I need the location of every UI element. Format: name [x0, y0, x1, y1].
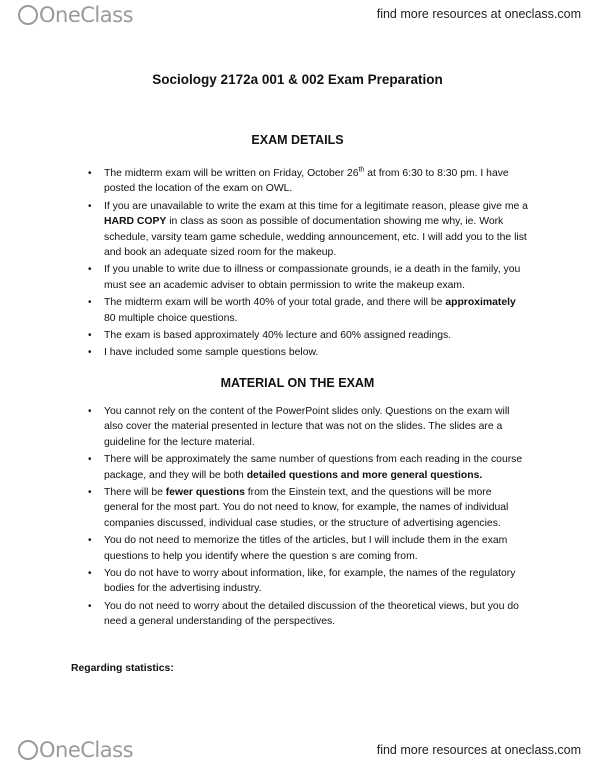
exam-details-list — [88, 166, 528, 363]
list-item — [88, 262, 528, 293]
item-text: You do not need to worry about the detailed discussion of the theoretical views, but you do need a general understanding of the perspectives. — [104, 600, 519, 628]
emphasis-text: detailed questions and more general questions. — [246, 469, 483, 481]
list-item — [88, 295, 528, 326]
list-item — [88, 328, 528, 343]
list-item — [88, 345, 528, 360]
item-text: If you are unavailable to write the exam at this time for a legitimate reason, please give me a — [104, 200, 528, 212]
list-item — [88, 485, 528, 531]
list-item — [88, 166, 528, 197]
list-item — [88, 199, 528, 261]
emphasis-text: HARD COPY — [104, 216, 167, 228]
item-text: There will be approximately the same number of questions from each reading in the course package, and they will be both — [104, 454, 523, 481]
find-resources-link-bottom[interactable]: find more resources at oneclass.com — [376, 743, 581, 757]
item-text: I have included some sample questions below. — [104, 347, 319, 359]
emphasis-text: fewer questions — [165, 487, 245, 499]
exam-details-heading: EXAM DETAILS — [251, 133, 344, 147]
item-text: You do not need to memorize the titles of the articles, but I will include them in the exam questions to help you identify where the question s are coming from. — [104, 535, 508, 562]
item-text: You cannot rely on the content of the PowerPoint slides only. Questions on the exam will also cover the material presented in lecture that was not on the slides. The slides are a guideline for the lecture material. — [104, 406, 510, 448]
item-text: at from 6:30 to 8:30 pm. I have posted the location of the exam on OWL. — [104, 168, 509, 195]
logo-text: OneClass — [39, 738, 134, 762]
list-item — [88, 452, 528, 483]
material-heading: MATERIAL ON THE EXAM — [220, 376, 375, 390]
item-text: The midterm exam will be written on Friday, October 26 — [104, 168, 359, 179]
oneclass-logo-top — [18, 4, 133, 26]
oneclass-ring-icon — [18, 740, 38, 760]
item-text: The exam is based approximately 40% lecture and 60% assigned readings. — [104, 330, 452, 342]
item-text: If you unable to write due to illness or compassionate grounds, ie a death in the family, you must see an academic adviser to obtain permission to write the makeup exam. — [104, 264, 521, 291]
material-list — [88, 404, 528, 632]
find-resources-link-top[interactable]: find more resources at oneclass.com — [376, 7, 581, 21]
list-item — [88, 404, 528, 450]
regarding-statistics-label: Regarding statistics: — [71, 663, 174, 674]
item-text: There will be — [104, 487, 166, 499]
item-text: in class as soon as possible of documentation showing me why, ie. Work schedule, varsity team game schedule, wedding announcement, etc. I will add you to the list and book an adequate sized room for the makeup. — [104, 216, 527, 259]
logo-text: OneClass — [39, 3, 134, 27]
list-item — [88, 533, 528, 564]
item-text: 80 multiple choice questions. — [104, 312, 238, 324]
document-title: Sociology 2172a 001 & 002 Exam Preparation — [152, 72, 443, 87]
superscript-text: th — [358, 166, 365, 174]
emphasis-text: approximately — [445, 297, 516, 309]
item-text: You do not have to worry about information, like, for example, the names of the regulatory bodies for the advertising industry. — [104, 568, 516, 595]
list-item — [88, 599, 528, 630]
oneclass-logo-bottom — [18, 739, 133, 761]
item-text: from the Einstein text, and the questions will be more general for the most part. You do not need to know, for example, the names of individual companies discussed, individual case studies, or the structure of advertising agencies. — [104, 487, 509, 529]
list-item — [88, 566, 528, 597]
oneclass-ring-icon — [18, 5, 38, 25]
item-text: The midterm exam will be worth 40% of your total grade, and there will be — [104, 297, 446, 309]
